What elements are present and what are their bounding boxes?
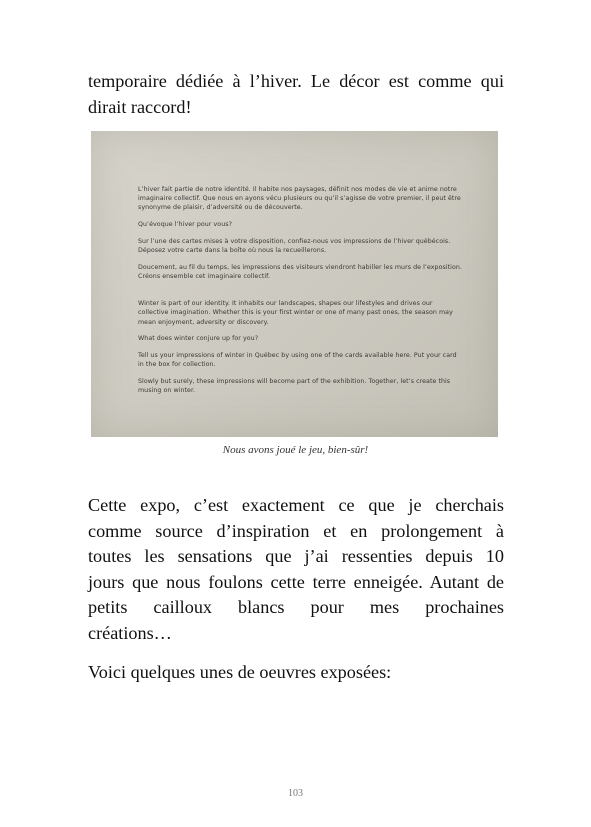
- text-line: petits cailloux blancs pour mes prochaines: [88, 597, 504, 617]
- text-line: toutes les sensations que j’ai ressenties depuis 10: [88, 546, 504, 566]
- text-line: jours que nous foulons cette terre enneigée. Autant de: [88, 571, 504, 592]
- voici-paragraph: Voici quelques unes de oeuvres exposées:: [88, 662, 392, 682]
- sign-paragraph: Sur l’une des cartes mises à votre disposition, confiez-nous vos impressions de l’hiver québécois. Déposez votre carte dans la boîte où nous la recueillerons.: [138, 237, 451, 255]
- sign-paragraph: Slowly but surely, these impressions will become part of the exhibition. Together, let’s create this musing on winter.: [138, 377, 451, 395]
- sign-text: [138, 185, 463, 403]
- text-line: Cette expo, c’est exactement ce que je cherchais: [88, 495, 504, 515]
- sign-paragraph: L’hiver fait partie de notre identité. Il habite nos paysages, définit nos modes de vie et anime notre imaginaire collectif. Que nous en ayons vécu plusieurs ou qu’il s’agisse de votre premier, il peut être synonyme de plaisir, d’adversité ou de découverte.: [138, 186, 461, 212]
- sign-paragraph: Tell us your impressions of winter in Québec by using one of the cards available here. Put your card in the box for collection.: [138, 351, 457, 369]
- exhibition-sign-photo: [91, 131, 498, 437]
- text-line: temporaire dédiée à l’hiver. Le décor est comme qui: [88, 71, 504, 91]
- sign-paragraph: Winter is part of our identity. It inhabits our landscapes, shapes our lifestyles and drives our collective imagination. Whether this is your first winter or one of many past ones, the season may mean enjoyment, adversity or discovery.: [138, 300, 453, 326]
- main-paragraph: [88, 493, 504, 646]
- sign-paragraph: Doucement, au fil du temps, les impressions des visiteurs viendront habiller les murs de l’exposition. Créons ensemble cet imaginaire collectif.: [138, 263, 462, 280]
- text-line: dirait raccord!: [88, 96, 192, 117]
- page-number: 103: [288, 788, 303, 799]
- sign-paragraph: What does winter conjure up for you?: [138, 335, 259, 343]
- sign-paragraph: Qu’évoque l’hiver pour vous?: [138, 221, 232, 229]
- text-line: comme source d’inspiration et en prolongement à: [88, 520, 504, 541]
- text-line: créations…: [88, 622, 172, 643]
- top-paragraph: [88, 69, 504, 120]
- photo-caption: Nous avons joué le jeu, bien-sûr!: [222, 444, 369, 456]
